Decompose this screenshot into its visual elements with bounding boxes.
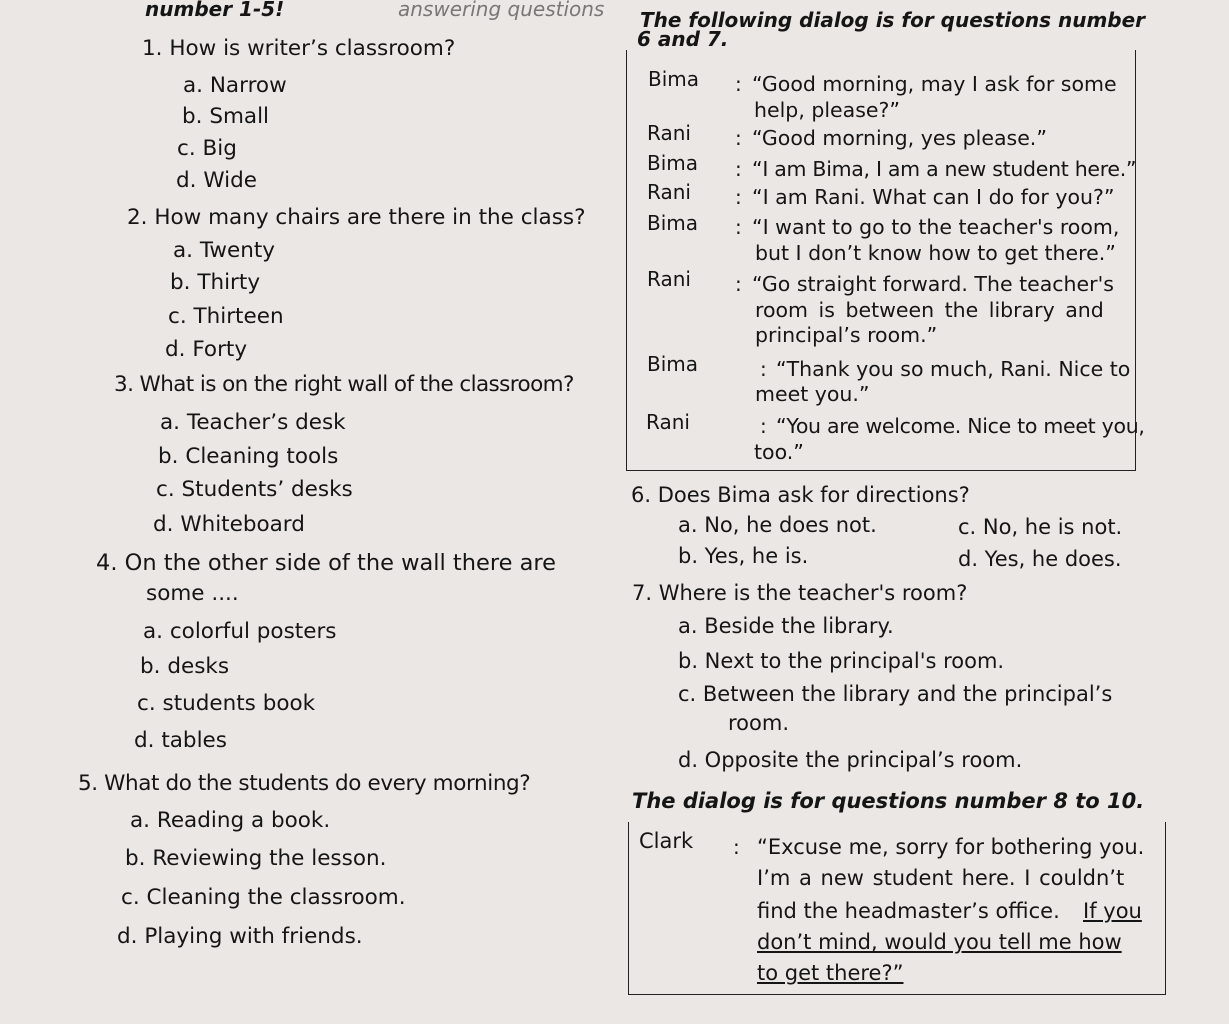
instruction-faded-fragment: answering questions (398, 0, 605, 21)
option-a: a. No, he does not. (678, 513, 877, 537)
dialog-line: room is between the library and (755, 298, 1104, 322)
option-a: a. colorful posters (143, 619, 337, 644)
speaker-name: Rani (647, 180, 691, 204)
option-b: b. Yes, he is. (678, 544, 809, 568)
option-c: c. Thirteen (168, 304, 284, 329)
option-b: b. Reviewing the lesson. (125, 846, 387, 871)
dialog-line: find the headmaster’s office. (757, 899, 1060, 923)
speaker-colon: : (735, 272, 742, 296)
option-b: b. Cleaning tools (158, 444, 339, 469)
question-stem: 2. How many chairs are there in the class? (127, 205, 586, 230)
option-a: a. Beside the library. (678, 614, 894, 638)
question-stem: 3. What is on the right wall of the classroom? (114, 372, 574, 397)
dialog-line: “Thank you so much, Rani. Nice to (776, 357, 1131, 381)
option-a: a. Narrow (183, 73, 287, 98)
dialog-line: “I am Rani. What can I do for you?” (752, 185, 1115, 209)
speaker-name: Clark (639, 829, 694, 853)
dialog-line: “Go straight forward. The teacher's (752, 272, 1114, 296)
option-a: a. Reading a book. (130, 808, 331, 833)
dialog-line: too.” (754, 440, 804, 464)
dialog-line: meet you.” (755, 382, 870, 406)
question-stem-line1: 4. On the other side of the wall there are (96, 550, 556, 576)
dialog-line-underlined: to get there?” (757, 961, 904, 985)
dialog1-title-line2: 6 and 7. (637, 27, 729, 51)
option-c-line2: room. (728, 711, 790, 735)
option-a: a. Twenty (173, 238, 276, 263)
speaker-name: Rani (647, 267, 691, 291)
option-b: b. desks (140, 654, 230, 679)
question-stem: 5. What do the students do every morning? (78, 771, 531, 796)
speaker-colon: : (760, 414, 767, 438)
dialog2-title: The dialog is for questions number 8 to 10. (632, 789, 1145, 813)
speaker-name: Rani (647, 121, 691, 145)
dialog-line: “Good morning, yes please.” (752, 126, 1047, 150)
dialog-line: help, please?” (754, 98, 901, 122)
option-d: d. Yes, he does. (958, 547, 1122, 571)
dialog-line: “Excuse me, sorry for bothering you. (757, 835, 1145, 859)
option-d: d. Forty (165, 337, 248, 362)
speaker-name: Bima (647, 211, 699, 235)
dialog-line: “I want to go to the teacher's room, (752, 215, 1120, 239)
speaker-name: Bima (647, 352, 699, 376)
option-c: c. No, he is not. (958, 515, 1123, 539)
dialog1-title-line1: The following dialog is for questions number (640, 8, 1146, 32)
option-b: b. Next to the principal's room. (678, 649, 1005, 673)
option-d: d. Wide (176, 168, 257, 193)
option-d: d. Whiteboard (153, 512, 305, 537)
dialog-line: principal’s room.” (755, 323, 938, 347)
option-c-line1: c. Between the library and the principal’s (678, 682, 1113, 706)
speaker-colon: : (735, 126, 742, 150)
speaker-colon: : (735, 157, 742, 181)
option-d: d. tables (134, 728, 227, 753)
instruction-fragment: number 1-5! (145, 0, 285, 21)
dialog-line: “Good morning, may I ask for some (752, 72, 1117, 96)
question-stem: 1. How is writer’s classroom? (142, 36, 456, 61)
speaker-colon: : (735, 185, 742, 209)
dialog-line-underlined: If you (1083, 899, 1142, 923)
dialog-line: but I don’t know how to get there.” (755, 241, 1116, 265)
dialog-line: “I am Bima, I am a new student here.” (752, 157, 1137, 181)
dialog-line: I’m a new student here. I couldn’t (757, 866, 1125, 890)
option-c: c. Big (177, 136, 237, 161)
speaker-name: Rani (646, 410, 690, 434)
question-stem: 7. Where is the teacher's room? (632, 581, 968, 605)
speaker-colon: : (735, 72, 742, 96)
option-b: b. Small (182, 104, 270, 129)
option-a: a. Teacher’s desk (160, 410, 346, 435)
question-stem: 6. Does Bima ask for directions? (631, 483, 970, 507)
question-stem-line2: some .... (146, 581, 239, 606)
speaker-name: Bima (648, 67, 700, 91)
option-c: c. students book (137, 691, 316, 716)
speaker-colon: : (733, 835, 740, 859)
option-b: b. Thirty (170, 270, 261, 295)
option-c: c. Cleaning the classroom. (121, 885, 406, 910)
dialog-line: “You are welcome. Nice to meet you, (776, 414, 1145, 438)
speaker-colon: : (760, 357, 767, 381)
speaker-name: Bima (647, 151, 699, 175)
option-c: c. Students’ desks (156, 477, 353, 502)
speaker-colon: : (735, 215, 742, 239)
option-d: d. Playing with friends. (117, 924, 363, 949)
dialog-line-underlined: don’t mind, would you tell me how (757, 930, 1122, 954)
option-d: d. Opposite the principal’s room. (678, 748, 1023, 772)
